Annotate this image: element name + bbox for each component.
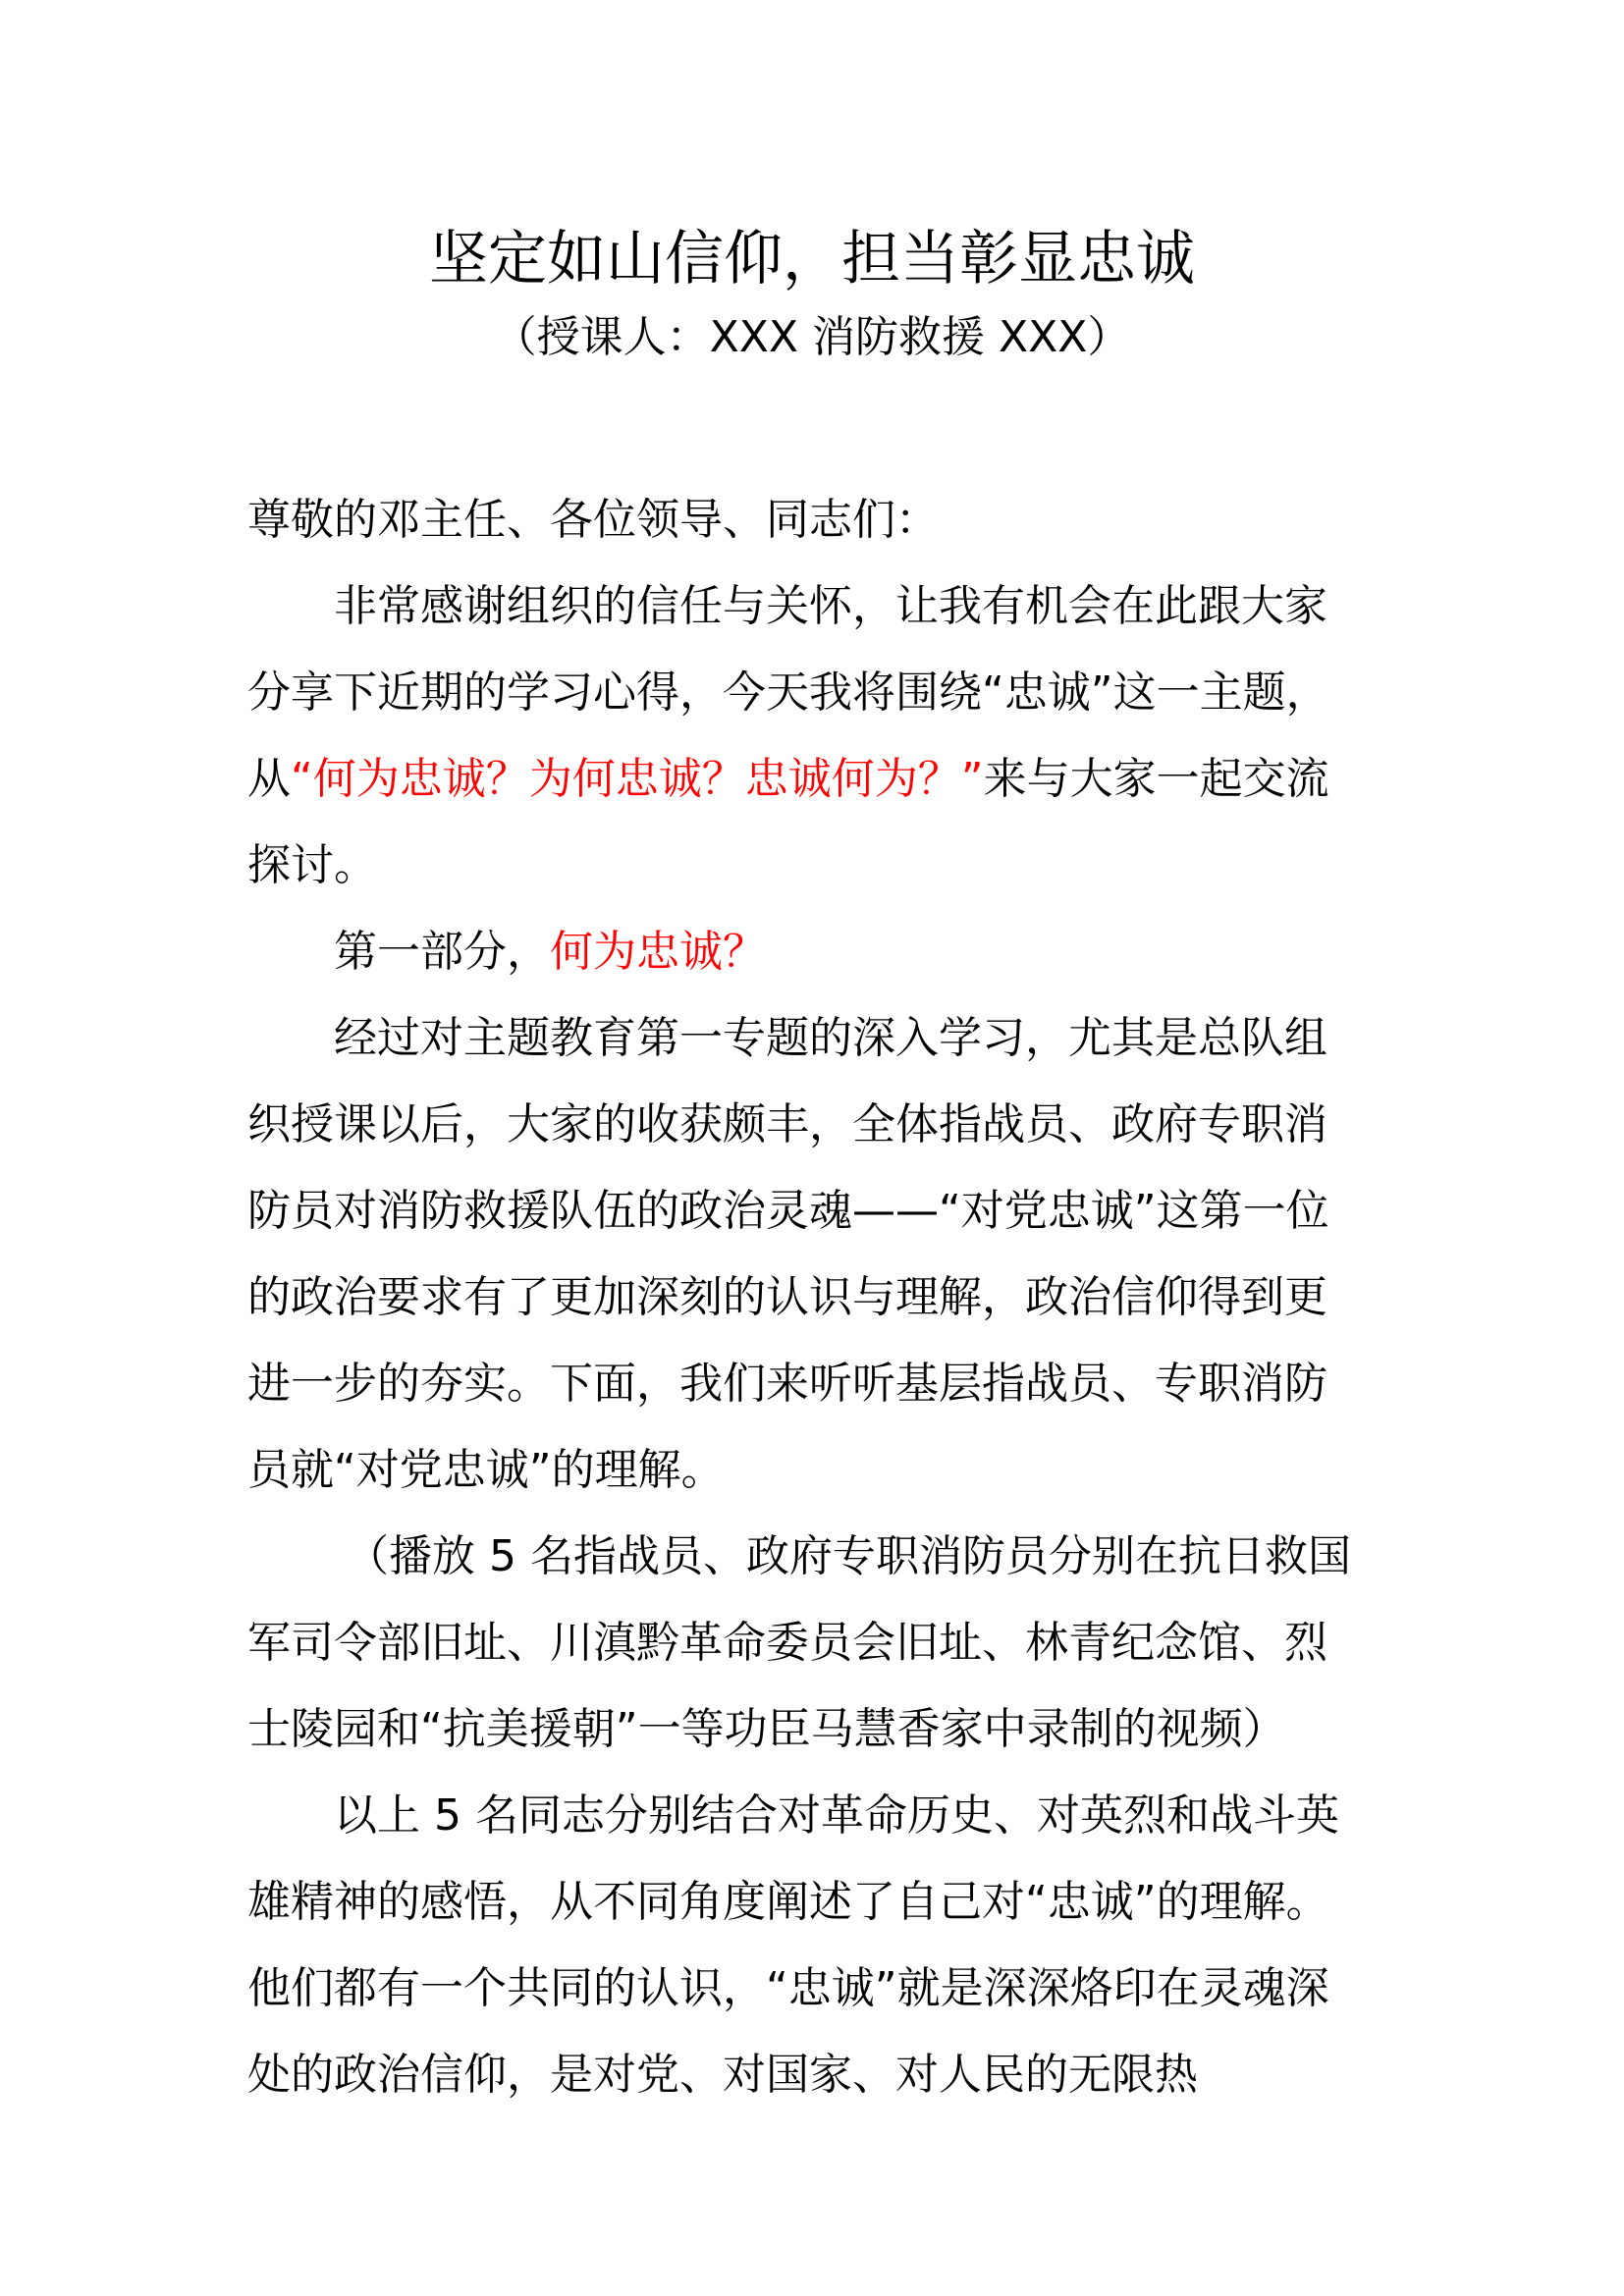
paragraph-intro-text: 非常感谢组织的信任与关怀，让我有机会在此跟大家分享下近期的学习心得，今天我将围绕“忠诚”这一主题，从 xyxy=(247,581,1329,804)
section-heading-highlight: 何为忠诚？ xyxy=(550,927,766,977)
paragraph-summary: 以上 5 名同志分别结合对革命历史、对英烈和战斗英雄精神的感悟，从不同角度阐述了自己对“忠诚”的理解。他们都有一个共同的认识，“忠诚”就是深深烙印在灵魂深处的政治信仰，是对党、对国家、对人民的无限热 xyxy=(247,1790,1339,2100)
paragraph-video-note: （播放 5 名指战员、政府专职消防员分别在抗日救国军司令部旧址、川滇黔革命委员会旧址、林青纪念馆、烈士陵园和“抗美援朝”一等功臣马慧香家中录制的视频） xyxy=(247,1531,1351,1754)
paragraph-intro-highlight: “何为忠诚？为何忠诚？忠诚何为？” xyxy=(291,754,984,804)
paragraph-intro-text-end: 来与大家一起交流探讨。 xyxy=(247,754,1329,890)
section-heading-label: 第一部分， xyxy=(334,927,550,977)
paragraph-study: 经过对主题教育第一专题的深入学习，尤其是总队组织授课以后，大家的收获颇丰，全体指战员、政府专职消防员对消防救援队伍的政治灵魂——“对党忠诚”这第一位的政治要求有了更加深刻的认识与理解，政治信仰得到更进一步的夯实。下面，我们来听听基层指战员、专职消防员就“对党忠诚”的理解。 xyxy=(247,1013,1329,1495)
salutation: 尊敬的邓主任、各位领导、同志们： xyxy=(247,495,939,545)
paragraph-intro xyxy=(247,563,1357,909)
document-subtitle: （授课人：XXX 消防救援 XXX） xyxy=(493,312,1131,362)
document-title: 坚定如山信仰，担当彰显忠诚 xyxy=(429,225,1195,294)
document-body xyxy=(247,477,1357,2118)
section-heading xyxy=(247,909,1357,995)
